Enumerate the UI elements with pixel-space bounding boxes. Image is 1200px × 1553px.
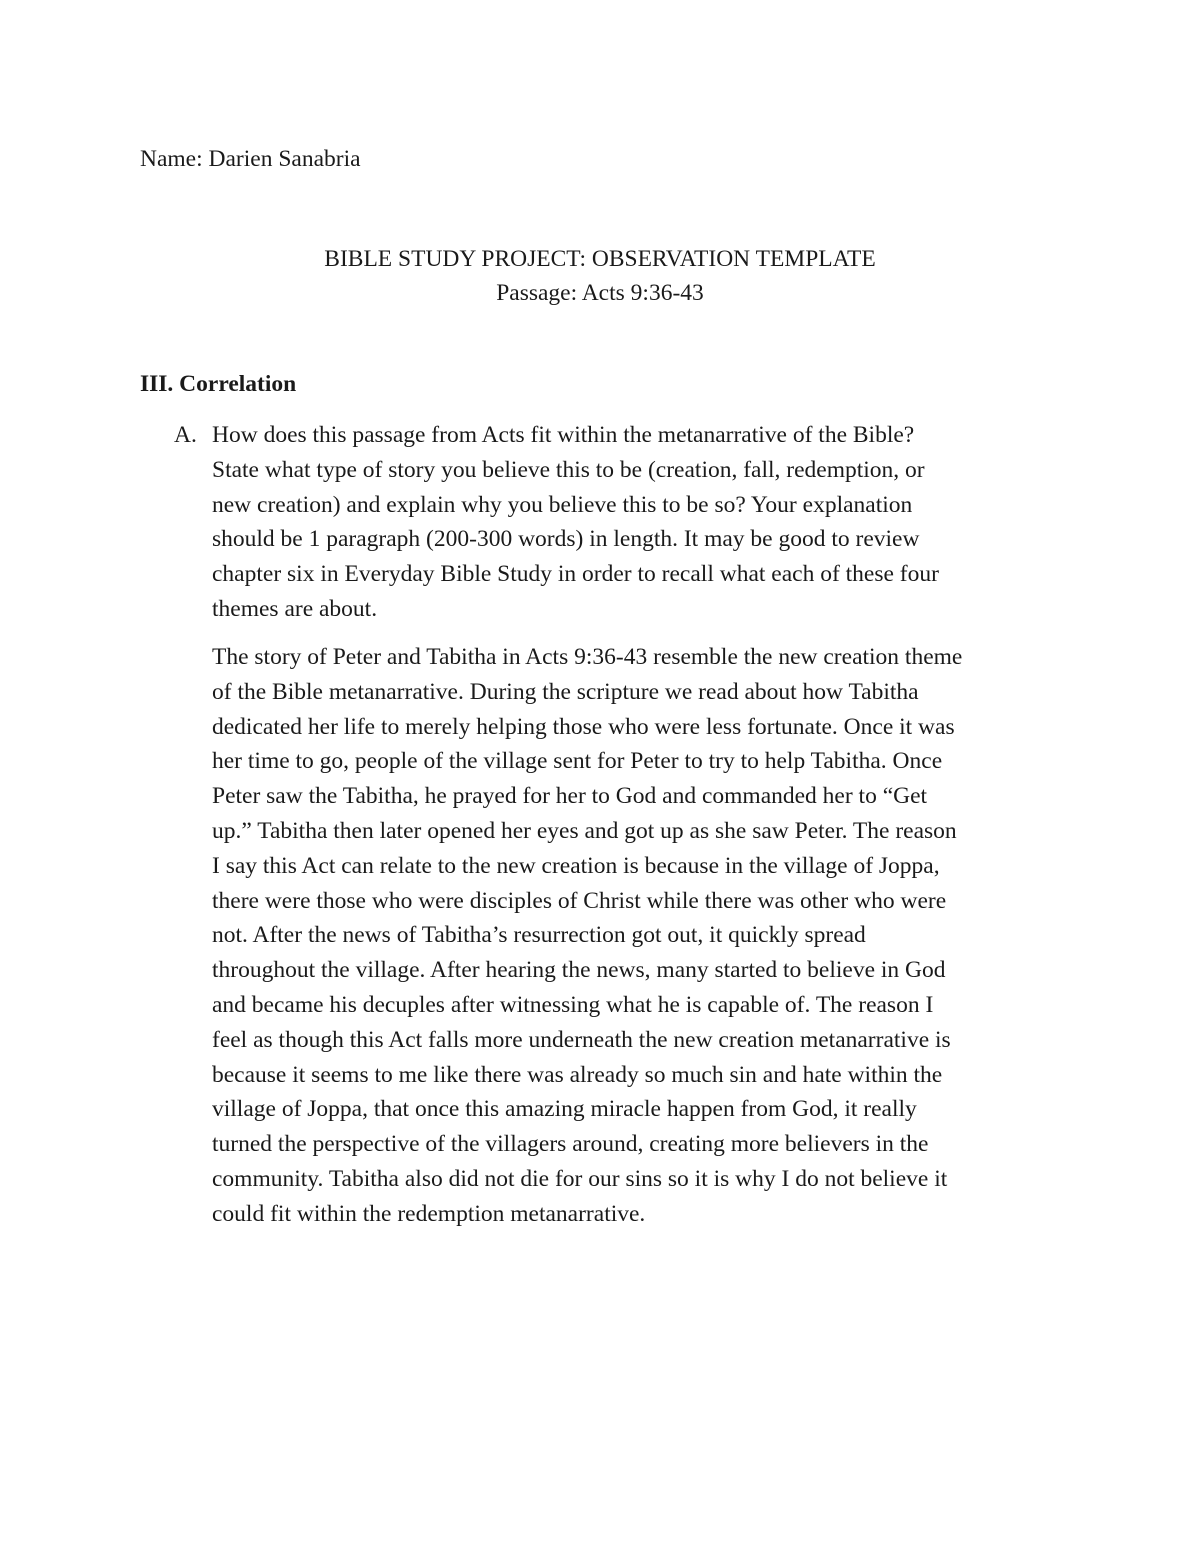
answer-line: of the Bible metanarrative. During the scripture we read about how Tabitha [212, 678, 919, 705]
question-line: chapter six in Everyday Bible Study in order to recall what each of these four [212, 561, 939, 588]
answer-line: Peter saw the Tabitha, he prayed for her to God and commanded her to “Get [212, 783, 928, 810]
answer-line: and became his decuples after witnessing what he is capable of. The reason I [212, 991, 934, 1018]
answer-line: could fit within the redemption metanarrative. [212, 1200, 646, 1227]
answer-line: up.” Tabitha then later opened her eyes and got up as she saw Peter. The reason [212, 817, 957, 844]
question-item [174, 418, 1034, 627]
question-line: State what type of story you believe this to be (creation, fall, redemption, or [212, 456, 925, 483]
question-line: should be 1 paragraph (200-300 words) in length. It may be good to review [212, 526, 920, 553]
question-line: How does this passage from Acts fit within the metanarrative of the Bible? [212, 422, 915, 448]
list-marker: A. [174, 422, 197, 448]
answer-line: her time to go, people of the village sent for Peter to try to help Tabitha. Once [212, 748, 943, 775]
answer-line: The story of Peter and Tabitha in Acts 9:36-43 resemble the new creation theme [212, 644, 963, 670]
answer-line: throughout the village. After hearing the news, many started to believe in God [212, 957, 946, 984]
answer-line: dedicated her life to merely helping those who were less fortunate. Once it was [212, 713, 955, 740]
passage-reference: Passage: Acts 9:36-43 [496, 280, 704, 306]
answer-line: turned the perspective of the villagers around, creating more believers in the [212, 1131, 929, 1158]
student-name: Name: Darien Sanabria [140, 146, 361, 172]
document-title: BIBLE STUDY PROJECT: OBSERVATION TEMPLATE [324, 246, 876, 272]
question-line: themes are about. [212, 595, 378, 622]
question-line: new creation) and explain why you believe this to be so? Your explanation [212, 491, 913, 518]
answer-line: I say this Act can relate to the new creation is because in the village of Joppa, [212, 852, 940, 879]
question-text [212, 418, 1034, 627]
answer-line: feel as though this Act falls more underneath the new creation metanarrative is [212, 1026, 951, 1053]
answer-paragraph [212, 640, 1072, 1232]
document-title-block [0, 242, 1200, 310]
answer-line: because it seems to me like there was already so much sin and hate within the [212, 1061, 943, 1088]
answer-line: community. Tabitha also did not die for our sins so it is why I do not believe it [212, 1165, 948, 1192]
answer-line: village of Joppa, that once this amazing miracle happen from God, it really [212, 1096, 917, 1123]
answer-line: not. After the news of Tabitha’s resurrection got out, it quickly spread [212, 922, 866, 949]
answer-line: there were those who were disciples of Christ while there was other who were [212, 887, 947, 914]
section-heading: III. Correlation [140, 371, 297, 397]
